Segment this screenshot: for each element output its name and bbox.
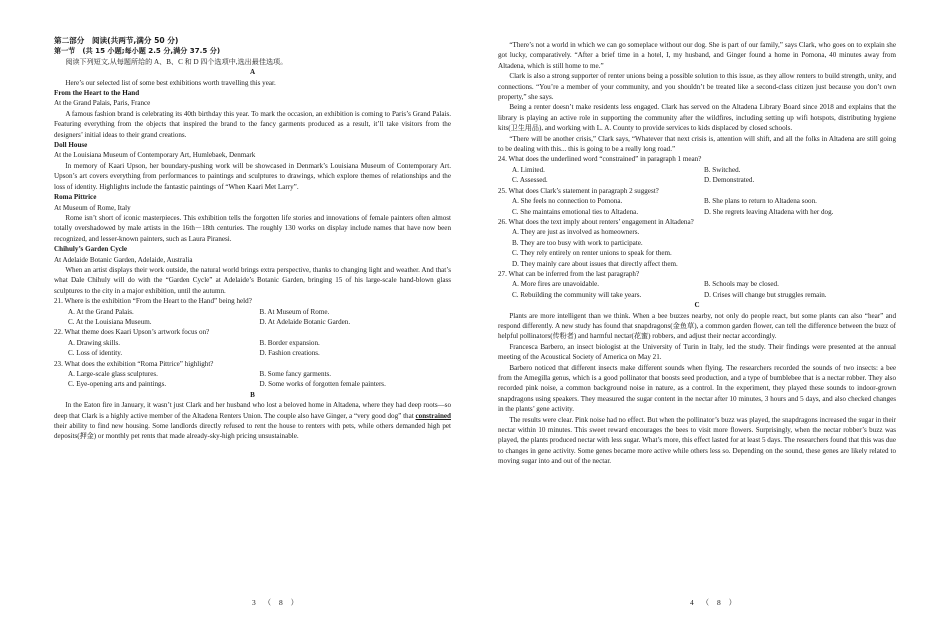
exhibition-title: Doll House xyxy=(54,141,88,150)
underlined-word: constrained xyxy=(415,411,451,420)
option-a: A. They are just as involved as homeowners. xyxy=(512,228,640,237)
option-d: D. They mainly care about issues that directly affect them. xyxy=(512,259,678,268)
question-27-options xyxy=(498,279,896,300)
page-number-right: 4 （ 8 ） xyxy=(690,598,740,607)
question-22: 22. What theme does Kaari Upson’s artwork focus on? xyxy=(54,328,210,337)
question-25-options xyxy=(498,196,896,217)
passage-c-paragraph-3: Barbero noticed that different insects make different sounds when flying. The researchers recorded the sounds of two insects: a bee from the Amegilla genus, which is a good pollinator that boosts seed production, and a type of bumblebee that is a nectar robber. They also recorded pink noise, a common background noise in nature, as a control. In the experiment, they played these sounds to indoor-grown snapdragons using speakers. They measured the sugar content in the nectar after 10 minutes, 3 hours and 5 days, and also checked changes in the plants’ gene activity. xyxy=(498,363,896,414)
option-d: D. At Adelaide Botanic Garden. xyxy=(259,317,351,326)
option-b: B. She plans to return to Altadena soon. xyxy=(704,197,817,206)
option-d: D. Crises will change but struggles remain. xyxy=(704,290,827,299)
exhibition-location: At the Louisiana Museum of Contemporary Art, Humlebaek, Denmark xyxy=(54,151,256,160)
question-26-options xyxy=(498,227,896,269)
passage-a-intro: Here’s our selected list of some best exhibitions worth travelling this year. xyxy=(65,78,276,87)
option-a: A. She feels no connection to Pomona. xyxy=(512,197,623,206)
option-b: B. Schools may be closed. xyxy=(704,280,779,289)
text-start: In the Eaton fire in January, it wasn’t just Clark and her husband who lost a beloved home in Altadena, where they had deep roots—so deep that Clark is a highly active member of the Altadena Renters Union. The couple also have Ginger, a “very good dog” that xyxy=(54,401,451,420)
option-c: C. Rebuilding the community will take years. xyxy=(512,290,642,299)
option-b: B. Border expansion. xyxy=(259,338,320,347)
exhibition-title: Chihuly’s Garden Cycle xyxy=(54,245,128,254)
option-b: B. They are too busy with work to participate. xyxy=(512,238,643,247)
exhibition-title: From the Heart to the Hand xyxy=(54,89,140,98)
question-21: 21. Where is the exhibition “From the Heart to the Hand” being held? xyxy=(54,297,252,306)
passage-b-paragraph-5: “There will be another crisis,” Clark says, “Whatever that next crisis is, attention will shift, and all the folks in Altadena are still going to be dealing with this... this is going to be a really long road.” xyxy=(498,134,896,154)
option-d: D. Some works of forgotten female painters. xyxy=(259,380,386,389)
option-a: A. More fires are unavoidable. xyxy=(512,280,600,289)
question-23: 23. What does the exhibition “Roma Pittrice” highlight? xyxy=(54,359,214,368)
option-c: C. Eye-opening arts and paintings. xyxy=(68,380,167,389)
question-26: 26. What does the text imply about renters’ engagement in Altadena? xyxy=(498,217,694,226)
part-title: 第二部分 阅读(共两节,满分 50 分) xyxy=(54,36,179,45)
instruction: 阅读下列短文,从每题所给的 A、B、C 和 D 四个选项中,选出最佳选项。 xyxy=(65,57,288,66)
passage-c-paragraph-1: Plants are more intelligent than we think. When a bee buzzes nearby, not only do people react, but some plants can also “hear” and respond differently. A new study has found that snapdragons(金鱼草), a common garden flower, can tell the difference between the buzz of helpful pollinators(传粉者) and harmful nectar(花蜜) robbers, and adjust their nectar accordingly. xyxy=(498,311,896,341)
option-a: A. Limited. xyxy=(512,165,545,174)
option-c: C. They rely entirely on renter unions to speak for them. xyxy=(512,249,672,258)
passage-b-paragraph-2: “There’s not a world in which we can go someplace without our dog. She is part of our family,” says Clark, who goes on to explain she got lucky, comparatively. “After a brief time in a hotel, I, my husband, and Ginger found a home in Pomona, 40 minutes away from Altadena, which is still home to me.” xyxy=(498,41,896,70)
question-24-options xyxy=(498,165,896,186)
exhibition-location: At Museum of Rome, Italy xyxy=(54,203,131,212)
option-d: D. Fashion creations. xyxy=(259,349,320,358)
question-27: 27. What can be inferred from the last paragraph? xyxy=(498,269,640,278)
exhibition-text: In memory of Kaari Upson, her boundary-pushing work will be showcased in Denmark’s Louisiana Museum of Contemporary Art. Upson’s art covers everything from performances to paintings and sculptures to drawings, which explore themes of relationships and the loss of identity. Highlights include the fantastic paintings of “When Kaari Met Larry”. xyxy=(54,161,451,191)
option-a: A. At the Grand Palais. xyxy=(68,307,134,316)
exhibition-location: At Adelaide Botanic Garden, Adelaide, Australia xyxy=(54,255,193,264)
exhibition-text: When an artist displays their work outside, the natural world brings extra perspective, thanks to changing light and weather. And that’s what Dale Chihuly will do with the “Garden Cycle” at Adelaide’s Botanic Garden, bringing 15 of his large-scale hand-blown glass sculptures to the city in a major exhibition, until the autumn. xyxy=(54,265,451,295)
passage-c-label: C xyxy=(694,301,700,310)
question-22-options xyxy=(54,338,451,359)
question-21-options xyxy=(54,307,451,328)
exhibition-text: A famous fashion brand is celebrating its 40th birthday this year. To mark the occasion, an exhibition is coming to Paris’s Grand Palais. Featuring everything from the objects that inspired the brand to the fancy garments produced as a result, it’ll take visitors from the designers’ initial ideas to their grand creations. xyxy=(54,109,451,139)
page-number-left: 3 （ 8 ） xyxy=(252,598,302,607)
passage-a-label: A xyxy=(249,68,256,77)
option-b: B. Switched. xyxy=(704,165,741,174)
option-c: C. At the Louisiana Museum. xyxy=(68,317,152,326)
exhibition-text: Rome isn’t short of iconic masterpieces. This exhibition tells the forgotten life stories and innovations of female painters often almost totally overshadowed by male artists in the 16th－18th centuries. The roughly 130 works on display include names that have now been recognized, and lesser-known painters, such as Laura Piranesi. xyxy=(54,213,451,243)
passage-b-paragraph-1 xyxy=(54,400,451,442)
right-column xyxy=(498,40,896,467)
left-column xyxy=(54,36,451,442)
passage-b-label: B xyxy=(250,390,255,399)
passage-b-paragraph-3: Clark is also a strong supporter of renter unions being a possible solution to this issue, as they allow renters to build strength, unity, and connections. “You’re a member of your community, and you shouldn’t be treated like a second-class citizen just because you don’t own property,” she says. xyxy=(498,72,896,102)
exhibition-title: Roma Pittrice xyxy=(54,193,97,202)
question-23-options xyxy=(54,369,451,390)
question-25: 25. What does Clark’s statement in paragraph 2 suggest? xyxy=(498,186,659,195)
option-d: D. She regrets leaving Altadena with her dog. xyxy=(704,207,834,216)
passage-b-paragraph-4: Being a renter doesn’t make residents less engaged. Clark has served on the Altadena Library Board since 2018 and explains that the library is playing an active role in supporting the community after the wildfires, including setting up wifi hotspots, distributing hygiene kits(卫生用品), and working with L. A. County to provide services to kids displaced by closed schools. xyxy=(498,103,896,133)
option-d: D. Demonstrated. xyxy=(704,176,755,185)
option-a: A. Drawing skills. xyxy=(68,338,121,347)
text-end: their ability to find new housing. Some landlords directly refused to rent the house to renters with pets, while others demanded high pet deposits(押金) or monthly pet rents that made already-sky-high pricing unsustainable. xyxy=(54,422,451,441)
exhibition-location: At the Grand Palais, Paris, France xyxy=(54,99,151,108)
option-c: C. Assessed. xyxy=(512,176,548,185)
option-b: B. At Museum of Rome. xyxy=(259,307,330,316)
section-title: 第一节 (共 15 小题;每小题 2.5 分,满分 37.5 分) xyxy=(54,46,221,56)
option-c: C. She maintains emotional ties to Altadena. xyxy=(512,207,639,216)
option-a: A. Large-scale glass sculptures. xyxy=(68,370,158,378)
question-24: 24. What does the underlined word “constrained” in paragraph 1 mean? xyxy=(498,155,702,164)
option-c: C. Loss of identity. xyxy=(68,349,123,358)
passage-c-paragraph-2: Francesca Barbero, an insect biologist at the University of Turin in Italy, led the study. Their findings were presented at the annual meeting of the Acoustical Society of America on May 21. xyxy=(498,342,896,362)
option-b: B. Some fancy garments. xyxy=(259,370,332,378)
passage-c-paragraph-4: The results were clear. Pink noise had no effect. But when the pollinator’s buzz was played, the snapdragons increased the sugar in their nectar within 10 minutes. This sweet reward encourages the bees to visit more flowers. Surprisingly, when the nectar robber’s buzz was played, the plants produced nectar with less sugar. What’s more, this effect lasted for at least 5 days. The researchers found that this was due to changes in gene activity. Some genes became more active while others less so. Depending on the sound, these genes are likely related to moving sugar into and out of the nectar. xyxy=(498,415,896,466)
